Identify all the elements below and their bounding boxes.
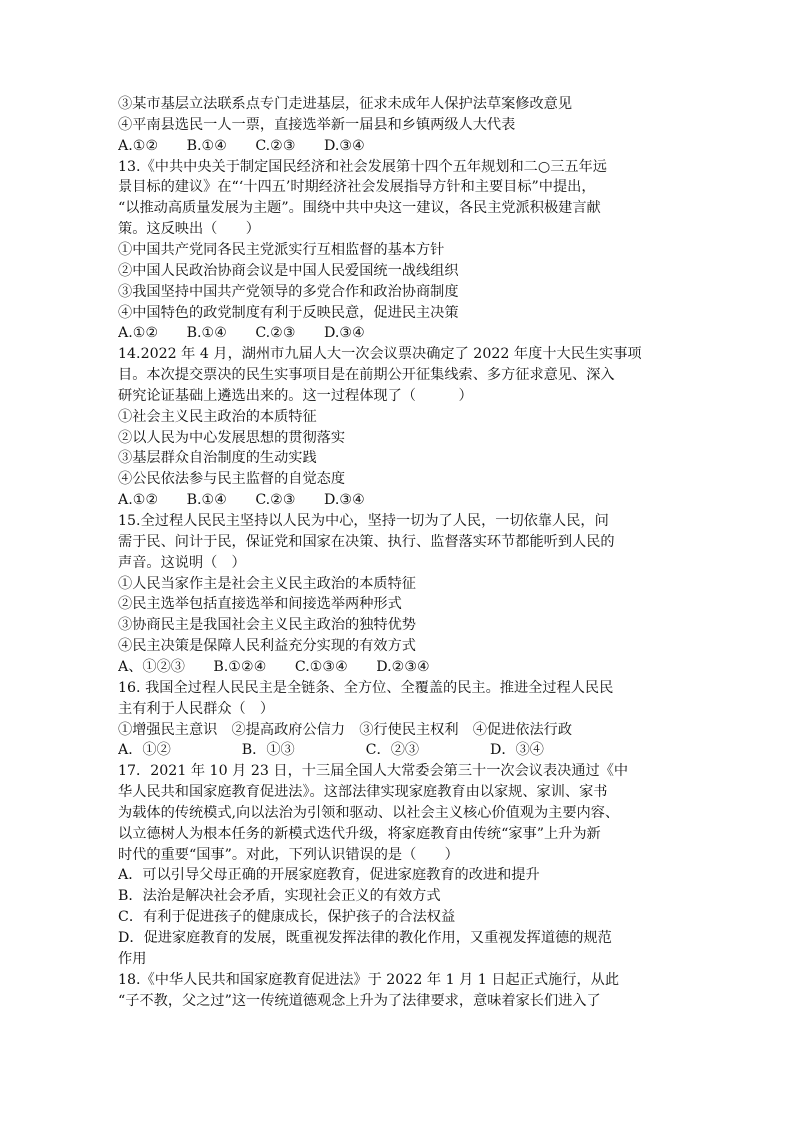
text-line: 以立德树人为根本任务的新模式迭代升级，将家庭教育由传统“家事”上升为新: [118, 825, 601, 842]
text-line: ①中国共产党同各民主党派实行互相监督的基本方针: [118, 241, 445, 258]
text-line: 13.《中共中央关于制定国民经济和社会发展第十四个五年规划和二○三五年远: [118, 158, 607, 175]
text-line: 15.全过程人民民主坚持以人民为中心，坚持一切为了人民，一切依靠人民，问: [118, 513, 609, 529]
text-line: ③我国坚持中国共产党领导的多党合作和政治协商制度: [118, 283, 459, 300]
text-line: 17．2021 年 10 月 23 日，十三届全国人大常委会第三十一次会议表决通过《中: [118, 763, 629, 780]
text-line: 华人民共和国家庭教育促进法》。这部法律实现家庭教育由以家规、家训、家书: [118, 784, 608, 801]
text-line: ③协商民主是我国社会主义民主政治的独特优势: [118, 617, 416, 634]
text-line: ③某市基层立法联系点专门走进基层，征求未成年人保护法草案修改意见: [118, 96, 573, 112]
text-line: “子不教，父之过”这一传统道德观念上升为了法律要求，意味着家长们进入了: [118, 992, 601, 1009]
text-line: ①增强民主意识 ②提高政府公信力 ③行使民主权利 ④促进依法行政: [118, 721, 573, 738]
text-line: A.①② B.①④ C.②③ D.③④: [118, 137, 365, 154]
text-line: ③基层群众自治制度的生动实践: [118, 450, 317, 467]
text-line: 16. 我国全过程人民民主是全链条、全方位、全覆盖的民主。推进全过程人民民: [118, 679, 614, 696]
text-line: A．可以引导父母正确的开展家庭教育，促进家庭教育的改进和提升: [118, 867, 540, 884]
text-line: A、①②③ B.①②④ C.①③④ D.②③④: [118, 658, 430, 675]
text-line: 需于民、问计于民，保证党和国家在决策、执行、监督落实环节都能听到人民的: [118, 533, 615, 550]
text-line: C．有利于促进孩子的健康成长，保护孩子的合法权益: [118, 909, 456, 926]
text-line: 14.2022 年 4 月，湖州市九届人大一次会议票决确定了 2022 年度十大民生实事项: [118, 346, 642, 363]
text-line: 景目标的建议》在“‘十四五’时期经济社会发展指导方针和主要目标”中提出，: [118, 179, 596, 196]
text-line: A．①② B．①③ C．②③ D．③④: [118, 742, 544, 759]
text-line: A.①② B.①④ C.②③ D.③④: [118, 325, 365, 342]
text-line: 目。本次提交票决的民生实事项目是在前期公开征集线索、多方征求意见、深入: [118, 367, 615, 384]
text-line: ①人民当家作主是社会主义民主政治的本质特征: [118, 575, 416, 592]
text-line: 主有利于人民群众（ ）: [118, 700, 275, 717]
text-line: ④公民依法参与民主监督的自觉态度: [118, 471, 346, 488]
text-line: 声音。这说明（ ）: [118, 554, 246, 571]
text-line: ④中国特色的政党制度有利于反映民意，促进民主决策: [118, 304, 459, 321]
text-line: 研究论证基础上遴选出来的。这一过程体现了（ ）: [118, 387, 473, 404]
text-line: D．促进家庭教育的发展，既重视发挥法律的教化作用，又重视发挥道德的规范: [118, 930, 612, 946]
text-line: ②以人民为中心发展思想的贯彻落实: [118, 429, 346, 446]
text-line: 作用: [118, 950, 147, 967]
text-line: ①社会主义民主政治的本质特征: [118, 408, 317, 425]
text-line: 策。这反映出（ ）: [118, 221, 260, 238]
text-line: ②中国人民政治协商会议是中国人民爱国统一战线组织: [118, 262, 459, 279]
text-line: B．法治是解决社会矛盾，实现社会正义的有效方式: [118, 888, 441, 905]
text-line: 18.《中华人民共和国家庭教育促进法》于 2022 年 1 月 1 日起正式施行，从此: [118, 971, 620, 988]
text-line: 为载体的传统模式,向以法治为引领和驱动、以社会主义核心价值观为主要内容、: [118, 804, 620, 821]
text-line: ④民主决策是保障人民利益充分实现的有效方式: [118, 638, 416, 655]
text-line: 时代的重要“国事”。对此，下列认识错误的是（ ）: [118, 846, 459, 863]
text-line: A.①② B.①④ C.②③ D.③④: [118, 492, 365, 509]
text-line: ④平南县选民一人一票，直接选举新一届县和乡镇两级人大代表: [118, 116, 516, 133]
text-line: “以推动高质量发展为主题”。围绕中共中央这一建议，各民主党派积极建言献: [118, 200, 601, 217]
text-line: ②民主选举包括直接选举和间接选举两种形式: [118, 596, 402, 613]
